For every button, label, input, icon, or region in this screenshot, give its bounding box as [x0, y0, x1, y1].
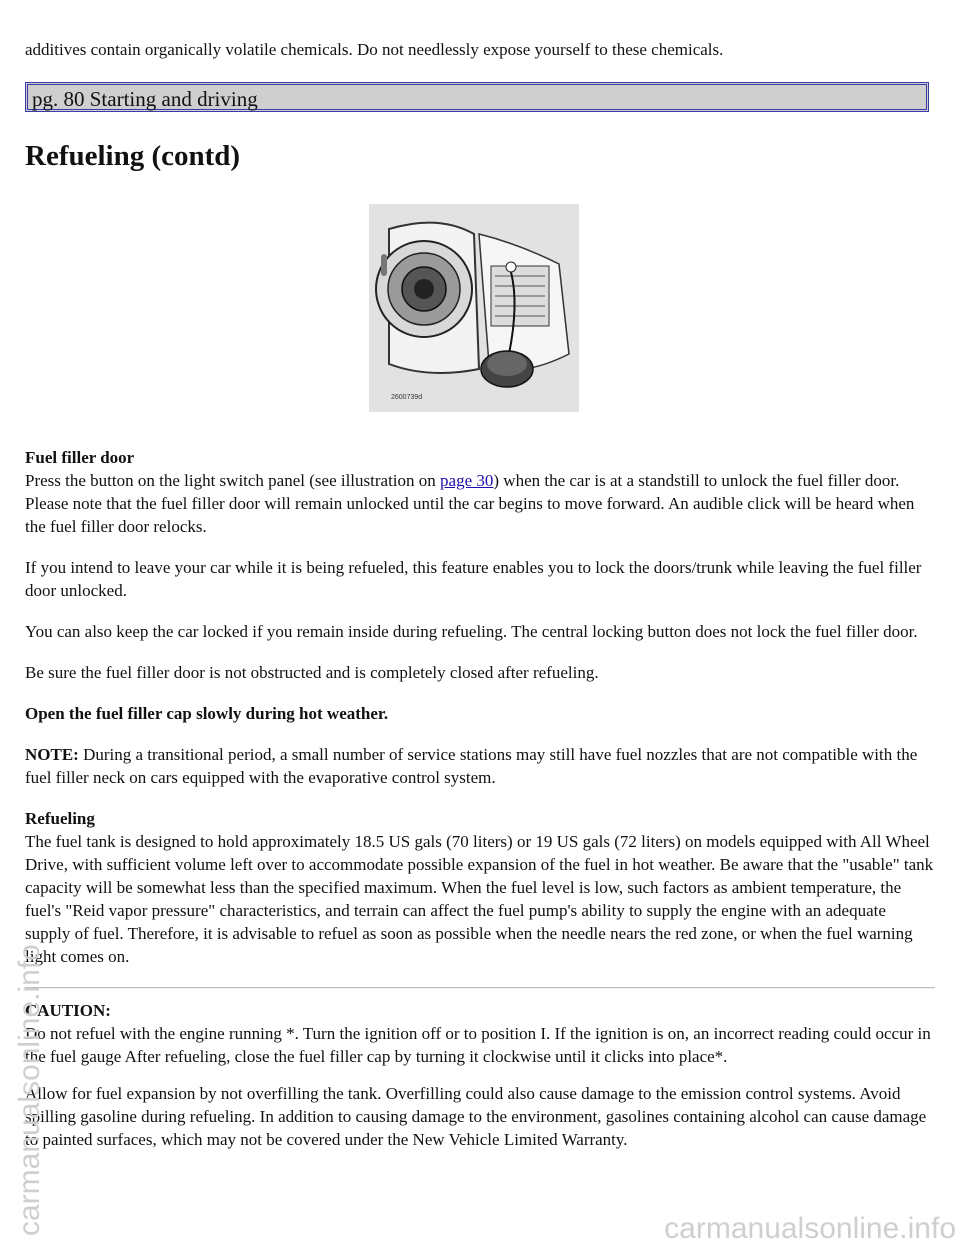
fuel-filler-door-paragraph-2: If you intend to leave your car while it is being refueled, this feature enables you to lock the doors/trunk while leaving the fuel filler door unlocked. [25, 558, 922, 600]
caution-paragraph-1: Do not refuel with the engine running *. Turn the ignition off or to position I. If the ignition is on, an incorrect reading could occur in the fuel gauge After refueling, close the fuel filler cap by turning it clockwise until it clicks into place*. [25, 1024, 931, 1066]
fuel-filler-illustration [369, 204, 579, 412]
note-text: During a transitional period, a small number of service stations may still have fuel nozzles that are not compatible with the fuel filler neck on cars equipped with the evaporative control system. [25, 745, 918, 787]
refueling-heading [25, 807, 935, 830]
page-title: Refueling (contd) [25, 140, 241, 172]
body-text [25, 446, 935, 1151]
caution-paragraph-2: Allow for fuel expansion by not overfilling the tank. Overfilling could also cause damage to the emission control systems. Avoid spilling gasoline during refueling. In addition to causing damage to the environment, gasolines containing alcohol can cause damage to painted surfaces, which may not be covered under the New Vehicle Limited Warranty. [25, 1084, 927, 1149]
note-paragraph [25, 743, 935, 789]
fuel-filler-door-heading [25, 446, 935, 469]
note-label: NOTE: [25, 745, 79, 764]
caution-label: CAUTION: [25, 1001, 111, 1020]
fuel-filler-door-paragraph-1 [25, 469, 935, 538]
fuel-filler-door-heading-text: Fuel filler door [25, 448, 135, 467]
intro-text: additives contain organically volatile chemicals. Do not needlessly expose yourself to these chemicals. [25, 40, 724, 59]
fuel-filler-door-paragraph-3: You can also keep the car locked if you remain inside during refueling. The central locking button does not lock the fuel filler door. [25, 622, 918, 641]
fuel-filler-door-paragraph-4: Be sure the fuel filler door is not obstructed and is completely closed after refueling. [25, 663, 599, 682]
side-watermark-text: carmanualsonline.info [13, 944, 46, 1236]
refueling-paragraph: The fuel tank is designed to hold approximately 18.5 US gals (70 liters) or 19 US gals (72 liters) on models equipped with All Wheel Drive, with sufficient volume left over to accommodate possible expansion of the fuel in hot weather. Be aware that the "usable" tank capacity will be somewhat less than the specified maximum. When the fuel level is low, such factors as ambient temperature, the fuel's "Reid vapor pressure" characteristics, and terrain can affect the fuel pump's ability to supply the engine with an adequate supply of fuel. Therefore, it is advisable to refuel as soon as possible when the needle nears the red zone, or when the fuel warning light comes on. [25, 832, 934, 966]
section-divider [25, 987, 935, 989]
figure-code: 2600739d [391, 394, 423, 401]
refueling-heading-text: Refueling [25, 809, 95, 828]
hot-weather-warning [25, 702, 935, 725]
page-header-text: pg. 80 Starting and driving [32, 87, 258, 111]
fuel-filler-illustration-drawing [369, 204, 579, 412]
hot-weather-warning-text: Open the fuel filler cap slowly during hot weather. [25, 704, 389, 723]
p1-part-a: Press the button on the light switch panel (see illustration on [25, 471, 441, 490]
p1-part-b: ) when the car is at a standstill to unlock the fuel filler door. Please note that the fuel filler door will remain unlocked until the car begins to move forward. An audible click will be heard when the fuel filler door relocks. [25, 471, 915, 536]
bottom-watermark: carmanualsonline.info [664, 1212, 956, 1245]
page-header-bar [25, 82, 929, 112]
caution-heading [25, 999, 935, 1022]
side-watermark [0, 944, 46, 1240]
page-30-link[interactable]: page 30 [440, 471, 494, 490]
